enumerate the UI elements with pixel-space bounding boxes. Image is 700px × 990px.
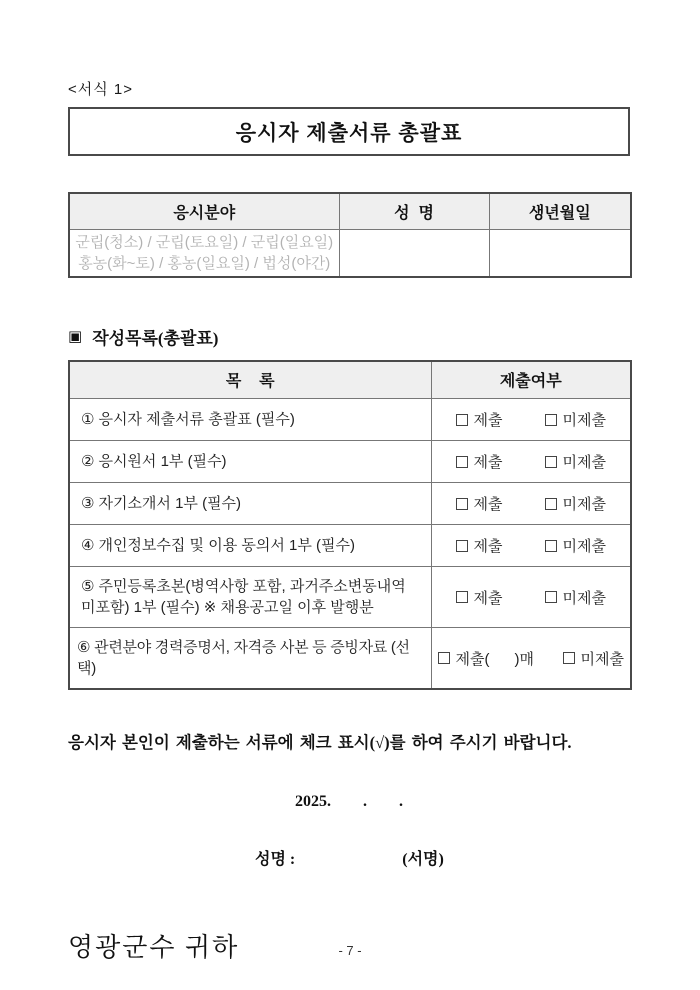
not-submit-option[interactable] — [545, 493, 606, 514]
item-number: ③ — [81, 495, 95, 512]
checklist-row-4 — [69, 525, 631, 567]
item-number: ② — [81, 453, 95, 470]
applicant-info-table — [68, 192, 632, 278]
checklist-row-5 — [69, 567, 631, 628]
not-submit-label: 미제출 — [562, 589, 606, 607]
checkbox-icon[interactable] — [563, 652, 575, 664]
not-submit-option[interactable] — [545, 587, 606, 608]
checkbox-icon[interactable] — [456, 498, 468, 510]
submit-label: 제출 — [473, 412, 503, 429]
not-submit-option[interactable] — [545, 451, 606, 472]
not-submit-label: 미제출 — [562, 412, 606, 429]
submission-cell — [431, 567, 631, 628]
signature-line — [68, 846, 630, 869]
submit-label: 제출 — [473, 496, 503, 513]
item-number: ④ — [81, 537, 95, 554]
submit-option[interactable] — [456, 493, 503, 514]
birthdate-column-header: 생년월일 — [489, 193, 631, 229]
checkbox-icon[interactable] — [545, 591, 557, 603]
field-options-line1: 군립(청소) / 군립(토요일) / 군립(일요일) — [75, 233, 334, 251]
field-options-cell — [69, 229, 339, 277]
addressee-text: 영광군수 귀하 — [68, 933, 240, 962]
checkbox-icon[interactable] — [438, 652, 450, 664]
item-label: 관련분야 경력증명서, 자격증 사본 등 증빙자료 (선택) — [77, 639, 410, 677]
not-submit-label: 미제출 — [562, 538, 606, 555]
submission-cell — [431, 525, 631, 567]
submit-label: 제출( )매 — [455, 650, 534, 668]
page-number: - 7 - — [338, 943, 362, 958]
item-label: 개인정보수집 및 이용 동의서 1부 (필수) — [98, 537, 355, 554]
info-data-row — [69, 229, 631, 277]
item-cell — [69, 628, 431, 690]
submit-option[interactable] — [456, 587, 503, 608]
section-heading-label: 작성목록(총괄표) — [92, 328, 219, 348]
not-submit-label: 미제출 — [562, 454, 606, 471]
field-options-line2: 홍농(화~토) / 홍농(일요일) / 법성(야간) — [78, 254, 331, 272]
form-number-label: <서식 1> — [68, 81, 134, 98]
submission-cell — [431, 628, 631, 690]
section-heading — [68, 324, 630, 349]
submission-cell — [431, 399, 631, 441]
signature-label: (서명) — [402, 851, 444, 868]
submit-label: 제출 — [473, 538, 503, 555]
name-column-header: 성 명 — [339, 193, 489, 229]
date-line: 2025. . . — [295, 793, 403, 810]
checkbox-icon[interactable] — [456, 540, 468, 552]
checkbox-icon[interactable] — [545, 456, 557, 468]
item-cell — [69, 399, 431, 441]
submission-cell — [431, 483, 631, 525]
not-submit-option[interactable] — [563, 648, 624, 669]
checklist-row-6 — [69, 628, 631, 690]
submit-option[interactable] — [456, 409, 503, 430]
checklist-row-1 — [69, 399, 631, 441]
not-submit-label: 미제출 — [562, 496, 606, 513]
item-column-header: 목 록 — [69, 361, 431, 399]
not-submit-option[interactable] — [545, 535, 606, 556]
checklist-row-2 — [69, 441, 631, 483]
item-label: 응시자 제출서류 총괄표 (필수) — [98, 411, 295, 428]
checkbox-icon[interactable] — [545, 498, 557, 510]
item-cell — [69, 525, 431, 567]
checkbox-icon[interactable] — [456, 456, 468, 468]
submission-cell — [431, 441, 631, 483]
title-box — [68, 107, 630, 156]
item-label: 주민등록초본(병역사항 포함, 과거주소변동내역 미포함) 1부 (필수) ※ 채용공고일 이후 발행분 — [81, 578, 406, 616]
checkbox-icon[interactable] — [545, 414, 557, 426]
checkbox-icon[interactable] — [545, 540, 557, 552]
not-submit-option[interactable] — [545, 409, 606, 430]
field-column-header: 응시분야 — [69, 193, 339, 229]
submit-option[interactable] — [438, 648, 534, 669]
checklist-header-row — [69, 361, 631, 399]
checkbox-icon[interactable] — [456, 591, 468, 603]
submit-label: 제출 — [473, 454, 503, 471]
birthdate-input-cell[interactable] — [489, 229, 631, 277]
page-title: 응시자 제출서류 총괄표 — [235, 121, 463, 145]
item-number: ⑥ — [77, 639, 91, 656]
square-bullet-icon: ▣ — [68, 328, 83, 345]
info-header-row — [69, 193, 631, 229]
item-label: 응시원서 1부 (필수) — [98, 453, 227, 470]
item-number: ⑤ — [81, 578, 95, 595]
not-submit-label: 미제출 — [580, 650, 624, 668]
checkbox-icon[interactable] — [456, 414, 468, 426]
item-cell — [69, 567, 431, 628]
item-cell — [69, 483, 431, 525]
item-cell — [69, 441, 431, 483]
item-number: ① — [81, 411, 95, 428]
checklist-row-3 — [69, 483, 631, 525]
submission-column-header: 제출여부 — [431, 361, 631, 399]
name-label: 성명 : — [255, 851, 296, 868]
notice-text: 응시자 본인이 제출하는 서류에 체크 표시(√)를 하여 주시기 바랍니다. — [68, 733, 572, 752]
submit-label: 제출 — [473, 589, 503, 607]
checklist-table — [68, 360, 632, 691]
item-label: 자기소개서 1부 (필수) — [98, 495, 242, 512]
submit-option[interactable] — [456, 535, 503, 556]
submit-option[interactable] — [456, 451, 503, 472]
name-input-cell[interactable] — [339, 229, 489, 277]
